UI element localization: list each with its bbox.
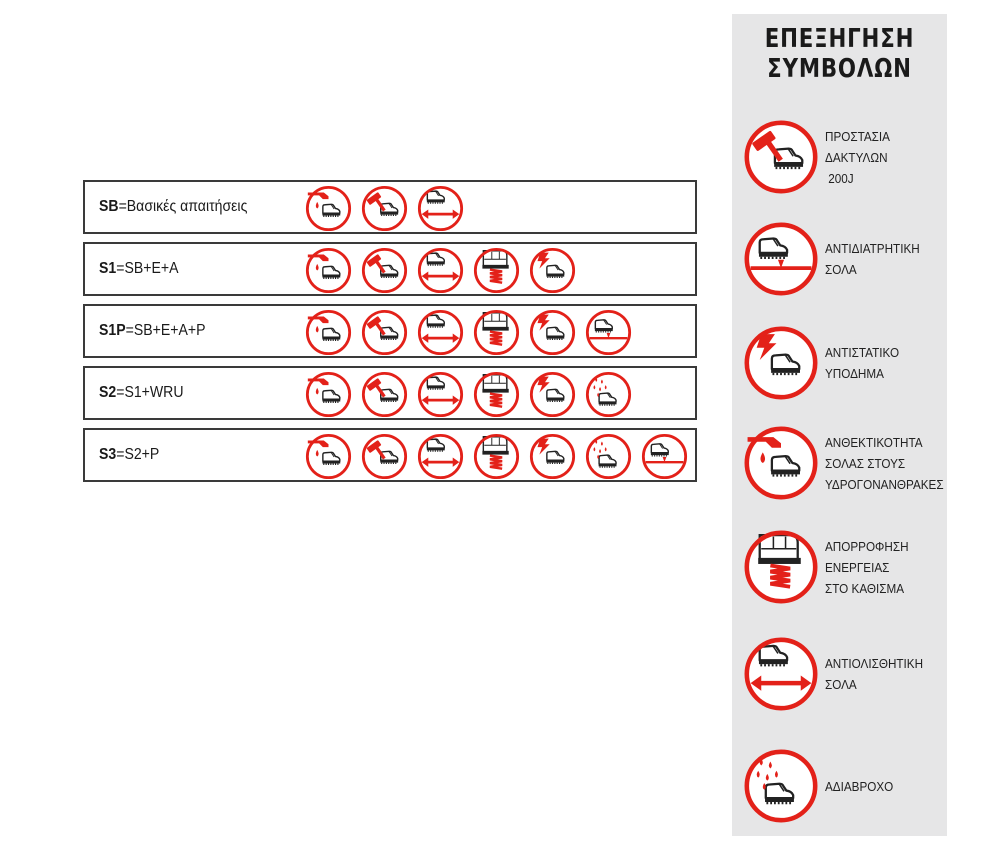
legend-title (751, 24, 927, 84)
legend-item-text (825, 636, 923, 712)
legend-text-line: ΥΠΟΔΗΜΑ (825, 366, 884, 381)
energy-absorption-icon (743, 529, 819, 605)
legend-text-line: ΑΝΘΕΚΤΙΚΟΤΗΤΑ (825, 434, 923, 450)
anti-slip-icon (417, 309, 464, 356)
antistatic-icon (529, 371, 576, 418)
class-label (99, 182, 247, 232)
class-row-s1 (83, 242, 697, 296)
legend-text-line: ΑΝΤΙΣΤΑΤΙΚΟ (825, 345, 900, 360)
legend-text-line: ΠΡΟΣΤΑΣΙΑ (825, 128, 890, 144)
puncture-resistant-icon (585, 309, 632, 356)
legend-item-energy-absorption (743, 529, 943, 607)
waterproof-icon (585, 433, 632, 480)
energy-absorption-icon (473, 247, 520, 294)
anti-slip-icon (417, 185, 464, 232)
puncture-resistant-icon (641, 433, 688, 480)
class-icon-list (305, 371, 632, 415)
class-description: =SB+E+A+P (125, 322, 206, 339)
class-icon-list (305, 247, 576, 291)
legend-text-line: ΔΑΚΤΥΛΩΝ (825, 149, 888, 165)
legend-text-line: ΣΟΛΑΣ ΣΤΟΥΣ (825, 455, 906, 471)
legend-item-text (825, 529, 909, 605)
class-code: S1P (99, 322, 126, 339)
legend-item-antistatic (743, 325, 943, 403)
toe-cap-icon (361, 371, 408, 418)
class-icon-list (305, 433, 688, 477)
legend-item-anti-slip (743, 636, 943, 714)
class-label (99, 244, 178, 294)
class-description: =S1+WRU (116, 384, 184, 401)
class-icon-list (305, 185, 464, 229)
hydrocarbon-icon (743, 425, 819, 501)
hydrocarbon-icon (305, 247, 352, 294)
legend-title-line: ΣΥΜΒΟΛΩΝ (767, 54, 912, 84)
class-row-s1p (83, 304, 697, 358)
anti-slip-icon (743, 636, 819, 712)
legend-item-text (825, 748, 893, 824)
legend-item-waterproof (743, 748, 943, 826)
class-row-s3 (83, 428, 697, 482)
hydrocarbon-icon (305, 309, 352, 356)
class-code: SB (99, 198, 119, 215)
toe-cap-icon (743, 119, 819, 195)
class-code: S1 (99, 260, 117, 277)
puncture-resistant-icon (743, 221, 819, 297)
anti-slip-icon (417, 433, 464, 480)
toe-cap-icon (361, 185, 408, 232)
class-label (99, 368, 184, 418)
legend-text-line: ΑΠΟΡΡΟΦΗΣΗ (825, 538, 909, 554)
anti-slip-icon (417, 371, 464, 418)
toe-cap-icon (361, 309, 408, 356)
class-description: =S2+P (116, 446, 160, 463)
class-description: =SB+E+A (116, 260, 179, 277)
class-code: S3 (99, 446, 117, 463)
legend-text-line: ΣΟΛΑ (825, 262, 857, 277)
energy-absorption-icon (473, 371, 520, 418)
class-icon-list (305, 309, 632, 353)
energy-absorption-icon (473, 433, 520, 480)
class-row-sb (83, 180, 697, 234)
legend-text-line: ΑΔΙΑΒΡΟΧΟ (825, 778, 894, 794)
antistatic-icon (529, 433, 576, 480)
legend-item-puncture-resistant (743, 221, 943, 299)
class-row-s2 (83, 366, 697, 420)
safety-class-table (83, 180, 697, 490)
energy-absorption-icon (473, 309, 520, 356)
toe-cap-icon (361, 247, 408, 294)
class-label (99, 306, 205, 356)
legend-item-toe-protection (743, 119, 943, 197)
antistatic-icon (743, 325, 819, 401)
anti-slip-icon (417, 247, 464, 294)
symbol-legend-panel (732, 14, 947, 836)
toe-cap-icon (361, 433, 408, 480)
waterproof-icon (743, 748, 819, 824)
legend-text-line: ΑΝΤΙΔΙΑΤΡΗΤΙΚΗ (825, 241, 920, 256)
class-description: =Βασικές απαιτήσεις (118, 198, 248, 215)
class-code: S2 (99, 384, 117, 401)
legend-title-line: ΕΠΕΞΗΓΗΣΗ (764, 24, 915, 54)
waterproof-icon (585, 371, 632, 418)
antistatic-icon (529, 247, 576, 294)
class-label (99, 430, 159, 480)
hydrocarbon-icon (305, 371, 352, 418)
legend-text-line: ΕΝΕΡΓΕΙΑΣ (825, 559, 890, 575)
legend-item-text (825, 221, 920, 297)
legend-text-line: ΣΤΟ ΚΑΘΙΣΜΑ (825, 580, 905, 596)
legend-text-line: ΣΟΛΑ (825, 677, 857, 692)
antistatic-icon (529, 309, 576, 356)
legend-text-line: ΥΔΡΟΓΟΝΑΝΘΡΑΚΕΣ (825, 476, 944, 492)
legend-text-line: ΑΝΤΙΟΛΙΣΘΗΤΙΚΗ (825, 656, 924, 671)
legend-text-line: 200J (825, 170, 854, 186)
hydrocarbon-icon (305, 185, 352, 232)
legend-item-text (825, 119, 890, 195)
legend-item-text (825, 425, 944, 501)
hydrocarbon-icon (305, 433, 352, 480)
legend-item-hydrocarbon-resistance (743, 425, 943, 503)
legend-item-text (825, 325, 899, 401)
